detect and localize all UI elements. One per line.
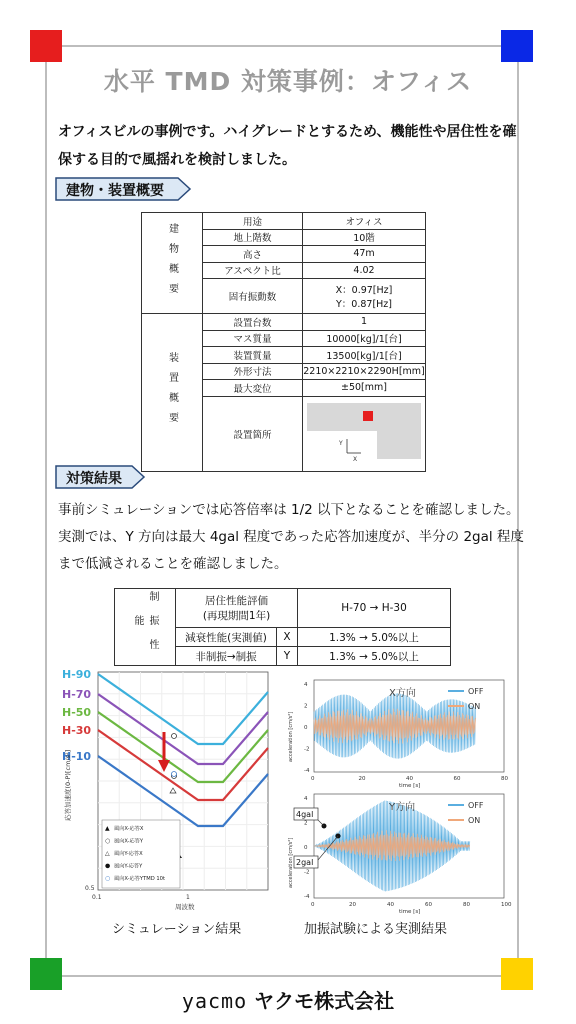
curve-label: H-90 bbox=[62, 668, 92, 681]
page-title: 水平 TMD 対策事例：オフィス bbox=[103, 67, 473, 96]
corner-red bbox=[30, 30, 62, 62]
spec-value: オフィス bbox=[303, 213, 426, 230]
x-direction-chart bbox=[278, 676, 510, 788]
y-tick-label: -2 bbox=[304, 746, 310, 753]
results-text: 事前シミュレーションでは応答倍率は 1/2 以下となることを確認しました。実測では、Y 方向は最大 4gal 程度であった応答加速度が、半分の 2gal 程度まで低減されることを確認しました。 bbox=[58, 502, 524, 572]
floorplan-cell bbox=[303, 396, 426, 471]
legend-entry: 風向X-応答X bbox=[114, 826, 144, 832]
legend-entry: 風向X-応答YTMD 10t bbox=[114, 876, 166, 882]
curve-label: H-30 bbox=[62, 724, 92, 737]
group-label-performance: 制振性能 bbox=[115, 589, 176, 666]
y-tick-label: -2 bbox=[304, 869, 310, 876]
spec-label: 地上階数 bbox=[203, 229, 303, 246]
x-tick-label: 20 bbox=[349, 902, 356, 908]
legend-entry: 風向Y-応答X bbox=[114, 851, 143, 857]
spec-label: 外形寸法 bbox=[203, 363, 303, 380]
spec-value: 10000[kg]/1[台] bbox=[303, 330, 426, 347]
svg-text:Y: Y bbox=[339, 440, 343, 447]
spec-value: 4.02 bbox=[303, 262, 426, 279]
legend-symbol: ● bbox=[105, 862, 111, 870]
y-axis-label: acceleration [cm/s²] bbox=[288, 837, 294, 888]
group-label-device: 装置概要 bbox=[142, 314, 203, 472]
y-tick-label: -4 bbox=[304, 894, 310, 900]
perf-header: 居住性能評価 (再現期間1年) bbox=[176, 589, 298, 628]
intro-text: オフィスビルの事例です。ハイグレードとするため、機能性や居住性を確保する目的で風揺れを検討しました。 bbox=[58, 124, 517, 168]
company-logo: yacmo bbox=[181, 989, 248, 1013]
y-tick-label: -4 bbox=[304, 768, 310, 774]
x-tick-label: 1 bbox=[186, 894, 190, 901]
simulation-chart bbox=[60, 664, 274, 912]
x-tick-label: 0 bbox=[311, 776, 315, 782]
y-tick-label: 4 bbox=[304, 682, 308, 688]
spec-label: マス質量 bbox=[203, 330, 303, 347]
x-tick-label: 80 bbox=[463, 902, 470, 908]
x-axis-label: time [s] bbox=[399, 909, 421, 915]
y-axis-label: acceleration [cm/s²] bbox=[288, 711, 294, 762]
performance-table bbox=[114, 588, 451, 666]
perf-row-label: 減衰性能(実測値) bbox=[176, 628, 277, 647]
x-tick-label: 0.1 bbox=[92, 894, 102, 901]
perf-row-value: 1.3% → 5.0%以上 bbox=[298, 647, 451, 666]
caption-simulation: シミュレーション結果 bbox=[112, 922, 242, 937]
spec-value: ±50[mm] bbox=[303, 380, 426, 397]
x-tick-label: 80 bbox=[501, 776, 508, 782]
legend-symbol: ▲ bbox=[105, 825, 110, 832]
spec-label: 高さ bbox=[203, 246, 303, 263]
perf-row-axis: Y bbox=[277, 647, 298, 666]
legend-entry: 風向X-応答Y bbox=[114, 838, 144, 845]
perf-row-label: 非制振→制振 bbox=[176, 647, 277, 666]
curve-label: H-50 bbox=[62, 706, 92, 719]
section-heading-label: 対策結果 bbox=[66, 471, 122, 487]
legend-off: OFF bbox=[468, 801, 484, 810]
annotation-4gal: 4gal bbox=[296, 810, 314, 819]
svg-text:X: X bbox=[353, 456, 358, 463]
spec-value: X：0.97[Hz] Y：0.87[Hz] bbox=[303, 279, 426, 314]
legend-symbol: ○ bbox=[105, 875, 111, 882]
perf-header-value: H-70 → H-30 bbox=[298, 589, 451, 628]
caption-measurement: 加振試験による実測結果 bbox=[304, 922, 448, 937]
frame-top bbox=[62, 45, 501, 47]
y-tick-label: 2 bbox=[304, 820, 308, 827]
floorplan-diagram bbox=[303, 399, 425, 465]
marker-point bbox=[172, 772, 177, 777]
spec-label: アスペクト比 bbox=[203, 262, 303, 279]
section-heading-label: 建物・装置概要 bbox=[66, 183, 164, 199]
curve-label: H-70 bbox=[62, 688, 92, 701]
x-tick-label: 60 bbox=[453, 776, 461, 782]
frame-bottom bbox=[62, 975, 501, 977]
x-tick-label: 20 bbox=[358, 776, 366, 782]
curve-label: H-10 bbox=[62, 750, 92, 763]
section-heading-overview bbox=[56, 178, 192, 200]
spec-value: 47m bbox=[303, 246, 426, 263]
y-direction-chart bbox=[278, 790, 510, 914]
section-heading-results bbox=[56, 466, 146, 488]
x-axis-label: 周波数 bbox=[175, 903, 195, 911]
spec-value: 1 bbox=[303, 314, 426, 331]
spec-label: 装置質量 bbox=[203, 347, 303, 364]
x-axis-label: time [s] bbox=[399, 783, 421, 789]
spec-label: 設置箇所 bbox=[203, 396, 303, 471]
frame-left bbox=[45, 62, 47, 958]
marker-point bbox=[172, 734, 177, 739]
legend-on: ON bbox=[468, 702, 481, 711]
spec-value: 10階 bbox=[303, 229, 426, 246]
chart-title: Y方向 bbox=[389, 802, 416, 813]
corner-blue bbox=[501, 30, 533, 62]
spec-value: 2210×2210×2290H[mm] bbox=[303, 363, 426, 380]
legend-symbol: ○ bbox=[105, 837, 111, 845]
y-tick-label: 0.5 bbox=[85, 885, 95, 892]
x-tick-label: 0 bbox=[311, 902, 315, 908]
annotation-2gal: 2gal bbox=[296, 858, 314, 867]
spec-label: 用途 bbox=[203, 213, 303, 230]
legend-symbol: △ bbox=[105, 850, 110, 857]
x-tick-label: 60 bbox=[425, 902, 432, 908]
y-axis-label: 応答加速度(0-P)[cm/s²] bbox=[64, 749, 72, 821]
spec-label: 固有振動数 bbox=[203, 279, 303, 314]
chart-title: X方向 bbox=[389, 688, 416, 699]
y-tick-label: 4 bbox=[304, 796, 308, 802]
legend-on: ON bbox=[468, 816, 481, 825]
x-tick-label: 40 bbox=[406, 776, 413, 782]
legend-entry: 風向Y-応答Y bbox=[114, 863, 143, 870]
spec-label: 設置台数 bbox=[203, 314, 303, 331]
y-tick-label: 0 bbox=[304, 845, 308, 851]
x-tick-label: 100 bbox=[501, 902, 512, 908]
company-name: ヤクモ株式会社 bbox=[254, 989, 395, 1013]
y-tick-label: 0 bbox=[304, 725, 308, 731]
legend-off: OFF bbox=[468, 687, 484, 696]
group-label-building: 建物概要 bbox=[142, 213, 203, 314]
device-location-marker bbox=[363, 411, 373, 421]
spec-label: 最大変位 bbox=[203, 380, 303, 397]
building-spec-table bbox=[141, 212, 426, 472]
y-tick-label: 2 bbox=[304, 703, 308, 710]
perf-row-axis: X bbox=[277, 628, 298, 647]
spec-value: 13500[kg]/1[台] bbox=[303, 347, 426, 364]
perf-row-value: 1.3% → 5.0%以上 bbox=[298, 628, 451, 647]
x-tick-label: 40 bbox=[387, 902, 394, 908]
footer bbox=[0, 985, 576, 1014]
